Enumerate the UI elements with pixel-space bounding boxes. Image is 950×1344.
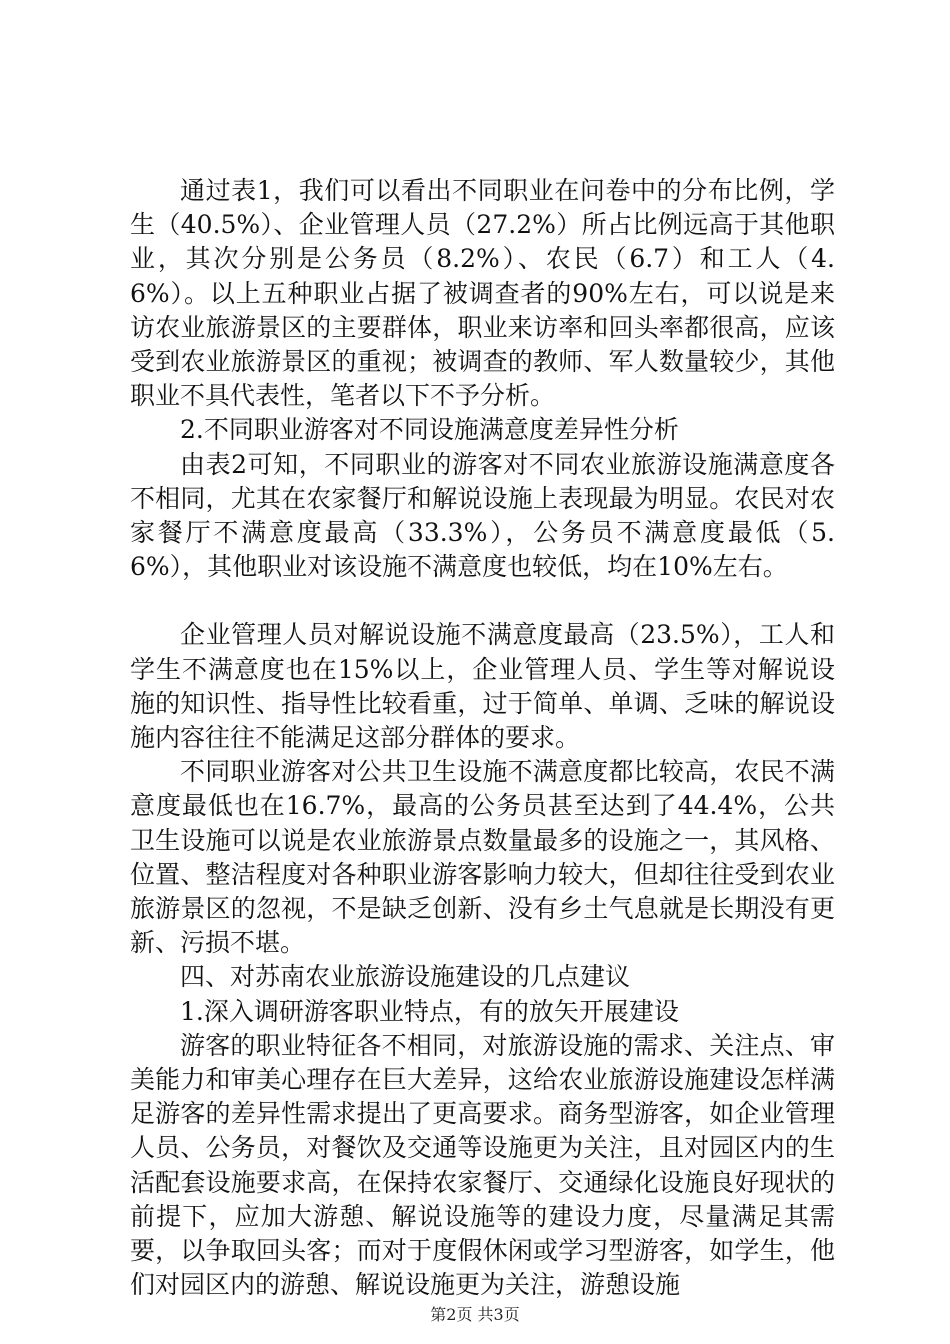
heading-satisfaction-analysis: 2.不同职业游客对不同设施满意度差异性分析: [180, 415, 679, 445]
paragraph-gap: [130, 584, 835, 618]
paragraph-occupation-distribution: 通过表1，我们可以看出不同职业在问卷中的分布比例，学生（40.5%）、企业管理人员（27.2%）所占比例远高于其他职业，其次分别是公务员（8.2%）、农民（6.7）和工人（4.6%）。以上五种职业占据了被调查者的90%左右，可以说是来访农业旅游景区的主要群体，职业来访率和回头率都很高，应该受到农业旅游景区的重视；被调查的教师、军人数量较少，其他职业不具代表性，笔者以下不予分析。: [130, 176, 835, 411]
paragraph-sanitation-facilities: 不同职业游客对公共卫生设施不满意度都比较高，农民不满意度最低也在16.7%，最高的公务员甚至达到了44.4%，公共卫生设施可以说是农业旅游景点数量最多的设施之一，其风格、位置、整洁程度对各种职业游客影响力较大，但却往往受到农业旅游景区的忽视，不是缺乏创新、没有乡土气息就是长期没有更新、污损不堪。: [130, 757, 835, 958]
paragraph-suggestion-1-body: 游客的职业特征各不相同，对旅游设施的需求、关注点、审美能力和审美心理存在巨大差异，这给农业旅游设施建设怎样满足游客的差异性需求提出了更高要求。商务型游客，如企业管理人员、公务员，对餐饮及交通等设施更为关注，且对园区内的生活配套设施要求高，在保持农家餐厅、交通绿化设施良好现状的前提下，应加大游憩、解说设施等的建设力度，尽量满足其需要，以争取回头客；而对于度假休闲或学习型游客，如学生，他们对园区内的游憩、解说设施更为关注，游憩设施: [130, 1030, 835, 1300]
heading-suggestions: 四、对苏南农业旅游设施建设的几点建议: [180, 962, 631, 992]
document-body: [130, 174, 835, 1303]
heading-suggestion-1: 1.深入调研游客职业特点，有的放矢开展建设: [180, 996, 679, 1026]
page-number-footer: 第2页 共3页: [430, 1305, 520, 1324]
paragraph-interpretation-facilities: 企业管理人员对解说设施不满意度最高（23.5%），工人和学生不满意度也在15%以上，企业管理人员、学生等对解说设施的知识性、指导性比较看重，过于简单、单调、乏味的解说设施内容往往不能满足这部分群体的要求。: [130, 620, 835, 753]
paragraph-table2-analysis: 由表2可知，不同职业的游客对不同农业旅游设施满意度各不相同，尤其在农家餐厅和解说设施上表现最为明显。农民对农家餐厅不满意度最高（33.3%），公务员不满意度最低（5.6%），其他职业对该设施不满意度也较低，均在10%左右。: [130, 449, 835, 582]
